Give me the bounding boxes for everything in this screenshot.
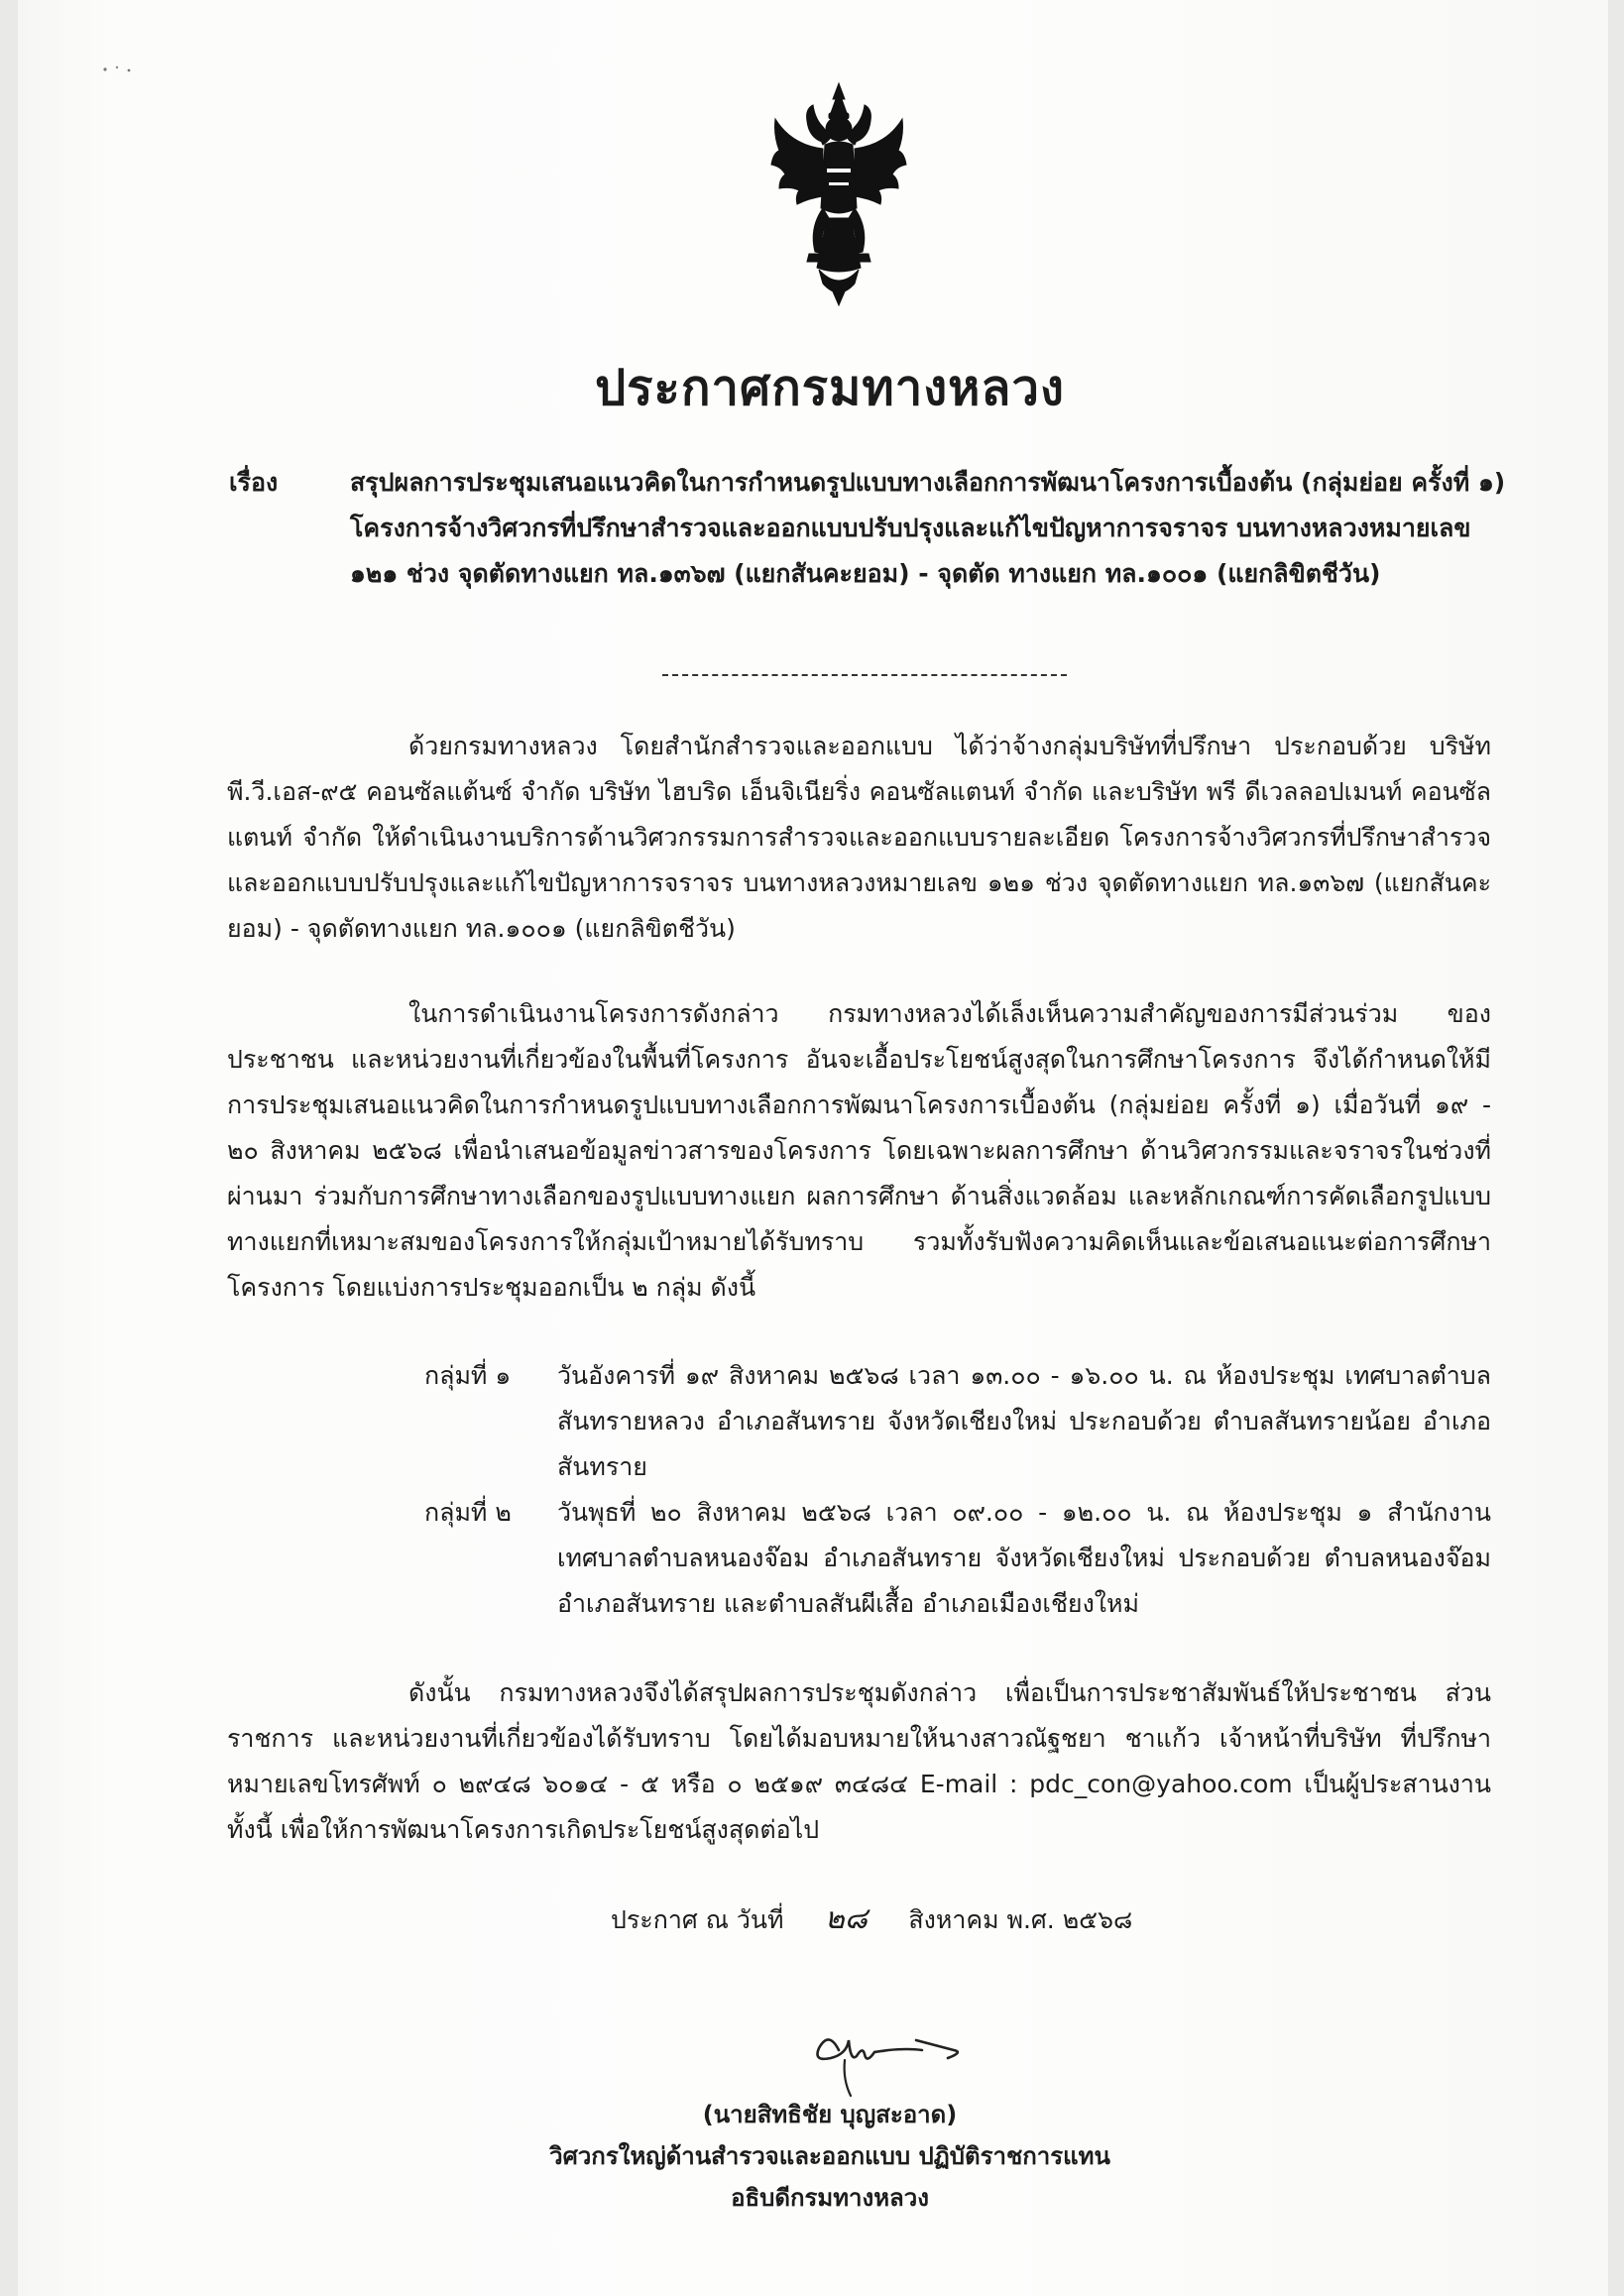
- body-paragraph-3: ดังนั้น กรมทางหลวงจึงได้สรุปผลการประชุมดังกล่าว เพื่อเป็นการประชาสัมพันธ์ให้ประชาชน ส่วนราชการ และหน่วยงานที่เกี่ยวข้องได้รับทราบ โดยได้มอบหมายให้นางสาวณัฐชยา ชาแก้ว เจ้าหน้าที่บริษัท ที่ปรึกษา หมายเลขโทรศัพท์ ๐ ๒๙๔๘ ๖๐๑๔ - ๕ หรือ ๐ ๒๕๑๙ ๓๔๘๔ E-mail : pdc_con@yahoo.com เป็นผู้ประสานงาน ทั้งนี้ เพื่อให้การพัฒนาโครงการเกิดประโยชน์สูงสุดต่อไป: [227, 1678, 1491, 1844]
- garuda-emblem-icon: [769, 79, 908, 307]
- document-page: [18, 0, 1608, 2296]
- announcement-date: [611, 1896, 1132, 1943]
- group-details: วันอังคารที่ ๑๙ สิงหาคม ๒๕๖๘ เวลา ๑๓.๐๐ - ๑๖.๐๐ น. ณ ห้องประชุม เทศบาลตำบลสันทรายหลวง อำเภอสันทราย จังหวัดเชียงใหม่ ประกอบด้วย ตำบลสันทรายน้อย อำเภอสันทราย: [557, 1361, 1491, 1481]
- signer-position: วิศวกรใหญ่ด้านสำรวจและออกแบบ ปฏิบัติราชการแทน: [549, 2142, 1110, 2170]
- subject-label: เรื่อง: [229, 468, 279, 497]
- signer-on-behalf: อธิบดีกรมทางหลวง: [731, 2184, 929, 2212]
- body-paragraph-1: ด้วยกรมทางหลวง โดยสำนักสำรวจและออกแบบ ได้ว่าจ้างกลุ่มบริษัทที่ปรึกษา ประกอบด้วย บริษัท พี.วี.เอส-๙๕ คอนซัลแต้นซ์ จำกัด บริษัท ไฮบริด เอ็นจิเนียริ่ง คอนซัลแตนท์ จำกัด และบริษัท พรี ดีเวลลอปเมนท์ คอนซัลแตนท์ จำกัด ให้ดำเนินงานบริการด้านวิศวกรรมการสำรวจและออกแบบรายละเอียด โครงการจ้างวิศวกรที่ปรึกษาสำรวจและออกแบบปรับปรุงและแก้ไขปัญหาการจราจร บนทางหลวงหมายเลข ๑๒๑ ช่วง จุดตัดทางแยก ทล.๑๓๖๗ (แยกสันคะยอม) - จุดตัดทางแยก ทล.๑๐๐๑ (แยกลิขิตชีวัน): [227, 732, 1491, 943]
- date-month-year: สิงหาคม พ.ศ. ๒๕๖๘: [908, 1905, 1133, 1934]
- signer-name: (นายสิทธิชัย บุญสะอาด): [702, 2101, 958, 2128]
- group-label: กลุ่มที่ ๒: [424, 1498, 512, 1527]
- body-paragraph-2: ในการดำเนินงานโครงการดังกล่าว กรมทางหลวงได้เล็งเห็นความสำคัญของการมีส่วนร่วม ของประชาชน และหน่วยงานที่เกี่ยวข้องในพื้นที่โครงการ อันจะเอื้อประโยชน์สูงสุดในการศึกษาโครงการ จึงได้กำหนดให้มีการประชุมเสนอแนวคิดในการกำหนดรูปแบบทางเลือกการพัฒนาโครงการเบื้องต้น (กลุ่มย่อย ครั้งที่ ๑) เมื่อวันที่ ๑๙ - ๒๐ สิงหาคม ๒๕๖๘ เพื่อนำเสนอข้อมูลข่าวสารของโครงการ โดยเฉพาะผลการศึกษา ด้านวิศวกรรมและจราจรในช่วงที่ผ่านมา ร่วมกับการศึกษาทางเลือกของรูปแบบทางแยก ผลการศึกษา ด้านสิ่งแวดล้อม และหลักเกณฑ์การคัดเลือกรูปแบบทางแยกที่เหมาะสมของโครงการให้กลุ่มเป้าหมายได้รับทราบ รวมทั้งรับฟังความคิดเห็นและข้อเสนอแนะต่อการศึกษาโครงการ โดยแบ่งการประชุมออกเป็น ๒ กลุ่ม ดังนี้: [227, 999, 1491, 1302]
- date-prefix: ประกาศ ณ วันที่: [611, 1905, 784, 1934]
- date-day-handwritten: ๒๘: [824, 1901, 868, 1936]
- subject-text: สรุปผลการประชุมเสนอแนวคิดในการกำหนดรูปแบบทางเลือกการพัฒนาโครงการเบื้องต้น (กลุ่มย่อย ครั้งที่ ๑) โครงการจ้างวิศวกรที่ปรึกษาสำรวจและออกแบบปรับปรุงและแก้ไขปัญหาการจราจร บนทางหลวงหมายเลข ๑๒๑ ช่วง จุดตัดทางแยก ทล.๑๓๖๗ (แยกสันคะยอม) - จุดตัด ทางแยก ทล.๑๐๐๑ (แยกลิขิตชีวัน): [350, 468, 1506, 588]
- group-label: กลุ่มที่ ๑: [424, 1361, 512, 1390]
- document-title: ประกาศกรมทางหลวง: [595, 360, 1065, 416]
- group-details: วันพุธที่ ๒๐ สิงหาคม ๒๕๖๘ เวลา ๐๙.๐๐ - ๑๒.๐๐ น. ณ ห้องประชุม ๑ สำนักงานเทศบาลตำบลหนองจ๊อม อำเภอสันทราย จังหวัดเชียงใหม่ ประกอบด้วย ตำบลหนองจ๊อม อำเภอสันทราย และตำบลสันผีเสื้อ อำเภอเมืองเชียงใหม่: [557, 1498, 1491, 1618]
- paper-specks: [101, 61, 141, 81]
- divider-line: [662, 674, 1067, 676]
